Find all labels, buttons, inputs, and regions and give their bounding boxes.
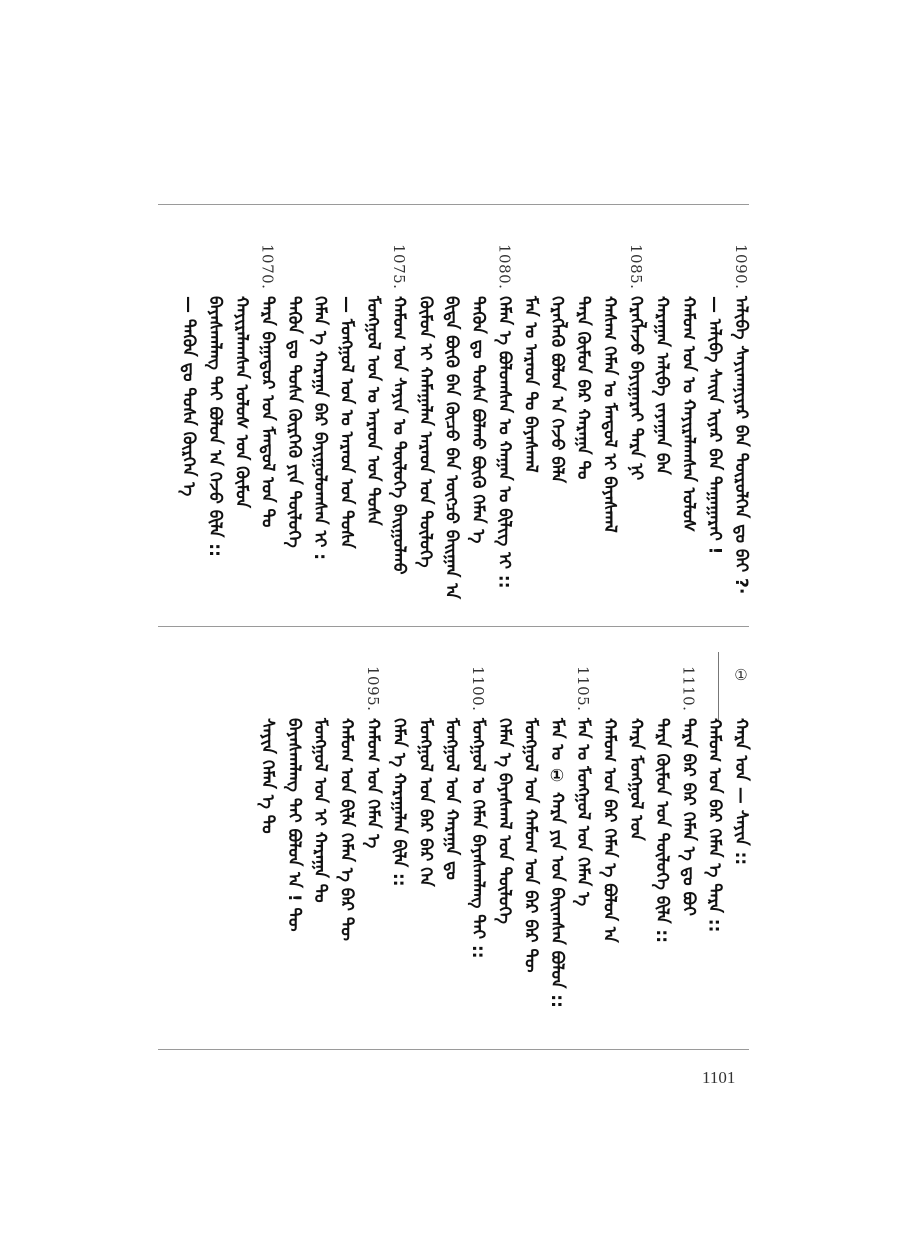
line-number: 1100. — [469, 666, 487, 712]
verse-text: ᠮᠣᠩᠭᠣᠯ ᠤᠨ ᠪᠠᠷ ᠪᠡᠷ ᠭᠡᠨ — [415, 718, 436, 887]
verse-text: ᠮᠣᠩᠭᠣᠯ ᠤᠨ ᠬᠠᠮᠤᠭ ᠤᠨ ᠪᠠᠷ ᠪᠡᠷ ᠲᠦ — [520, 718, 541, 973]
verse-text: ᠮᠠᠨ ᠤ ᠮᠣᠩᠭᠣᠯ ᠤᠨ ᠬᠡᠮᠡᠨ ᠡ — [573, 718, 594, 907]
line-number: 1085. — [626, 244, 645, 290]
line-number: 1105. — [574, 666, 593, 712]
line-number: ① — [732, 666, 750, 685]
verse-text: — ᠲᠡᠭᠦᠨ ᠳᠤ ᠲᠤᠰᠠ ᠬᠦᠷᠭᠡᠨ ᠡ — [178, 296, 199, 497]
verse-text: ᠬᠡᠷᠡᠭᠯᠡᠬᠦ ᠪᠤᠯᠤᠨ ᠠ ᠭᠡᠵᠦ ᠪᠡᠯᠡ — [546, 296, 567, 484]
verse-text: ᠬᠠᠮᠤᠭ ᠤᠨ ᠪᠢᠯᠡ ᠬᠡᠮᠡᠨ ᠡ ᠪᠡᠷ ᠲᠦ — [336, 718, 357, 941]
verse-text: ᠬᠠᠮᠤᠭ ᠤᠨ ᠬᠡᠮᠡᠨ ᠡ — [362, 718, 383, 849]
verse-text: ᠲᠡᠷᠡ ᠬᠦᠮᠦᠨ ᠪᠠᠷ ᠬᠠᠷᠠᠭᠠ ᠲᠤ — [573, 296, 594, 480]
page-number: 1101 — [702, 1068, 736, 1087]
verse-text: ᠬᠠᠮᠤᠭ ᠤᠨ ᠪᠡᠷ ᠬᠡᠮᠡᠨ ᠡ ᠲᠡᠷᠡ :: — [704, 718, 725, 933]
verse-text: ᠬᠠᠷᠠ ᠮᠣᠩᠭᠣᠯ ᠤᠨ — [625, 718, 646, 841]
verse-text: ᠬᠠᠷᠠᠭᠠᠨ ᠠᠯᠢᠪᠠ ᠵᠠᠶᠠᠭᠠᠨ ᠪᠠᠨ — [652, 296, 673, 475]
verse-text: ᠲᠡᠷᠡ ᠬᠦᠮᠦᠨ ᠤᠨ ᠲᠥᠯᠦᠭᠡ ᠪᠢᠯᠡ :: — [652, 718, 673, 943]
verse-text: ᠮᠠᠨ ᠤ ① ᠬᠠᠷᠠ ᠶᠢᠨ ᠤᠨ ᠪᠠᠢᠭᠰᠠᠨ ᠪᠣᠯᠤᠨ :: — [546, 718, 567, 1008]
line-number: 1110. — [679, 666, 698, 712]
verse-text: ᠬᠠᠮᠤᠭ ᠤᠨ ᠪᠠᠷ ᠬᠡᠮᠡᠨ ᠡ ᠪᠣᠯᠤᠨ ᠠ — [599, 718, 620, 943]
line-number: 1080. — [495, 244, 514, 290]
verse-text: ᠮᠣᠩᠭᠣᠯ ᠤᠨ ᠢ ᠬᠠᠷᠠᠭᠠ ᠲᠤ — [310, 718, 331, 903]
verse-text: ᠲᠡᠷᠡ ᠪᠡᠷ ᠪᠠᠷ ᠬᠡᠮᠡᠨ ᠡ ᠳᠤ ᠪᠤᠢ — [678, 718, 699, 916]
verse-text: ᠪᠢᠳᠡ ᠪᠦᠬᠦ ᠪᠠᠨ ᠬᠦᠴᠦ ᠪᠡᠨ ᠥᠭᠴᠦ ᠪᠠᠢᠭᠠᠨ ᠠ — [441, 296, 462, 599]
verse-text: ᠬᠡᠷᠡᠭᠯᠡᠵᠦ ᠪᠠᠶᠢᠭᠠᠷᠠᠢ ᠲᠡᠷᠡ ᠨᠢ — [625, 296, 646, 481]
verse-text: ᠬᠡᠮᠡᠨ ᠡ ᠬᠠᠷᠠᠭᠠᠯᠠᠨ ᠪᠢᠯᠡ :: — [389, 718, 410, 887]
verse-text: ᠲᠡᠷᠡ ᠪᠠᠭᠠᠲᠤᠷ ᠤᠨ ᠮᠠᠨᠳᠤᠯ ᠤᠨ ᠲᠤ — [257, 296, 278, 528]
verse-text: ᠮᠣᠩᠭᠣᠯ ᠤ ᠬᠡᠮᠡᠨ ᠪᠠᠶᠠᠰᠬᠠᠯᠠᠩ ᠲᠠᠢ :: — [468, 718, 488, 959]
lower-verse-block — [158, 666, 749, 1042]
top-rule — [158, 204, 749, 205]
line-number: 1075. — [390, 244, 409, 290]
verse-text: ᠠᠯᠢᠪᠠ ᠰᠠᠶᠢᠬᠠᠨᠢᠶᠠᠷ ᠪᠡᠨ ᠲᠦᠷᠦᠯᠬᠡᠨ ᠳᠤ ᠪᠠᠢ ?· — [731, 296, 751, 595]
bottom-rule — [158, 1049, 749, 1050]
verse-text: ᠬᠠᠶᠢᠷᠠᠯᠠᠭᠰᠠᠨ ᠤᠯᠤᠰ ᠤᠨ ᠬᠦᠮᠦᠨ — [231, 296, 252, 509]
verse-text: ᠲᠡᠭᠦᠨ ᠳᠤ ᠲᠤᠰᠠ ᠬᠦᠷᠭᠡᠬᠦ ᠶᠢᠨ ᠲᠥᠯᠦᠭᠡ — [283, 296, 304, 548]
verse-text: — ᠠᠯᠢᠪᠠ ᠰᠠᠢᠨ ᠢᠶᠠᠷ ᠪᠠᠨ ᠳᠠᠭᠠᠭᠠᠷᠠᠢ ! — [704, 296, 725, 555]
verse-text: ᠬᠡᠮᠡᠨ ᠡ ᠪᠠᠶᠠᠰᠬᠠᠯ ᠤᠨ ᠲᠥᠯᠦᠭᠡ — [494, 718, 515, 924]
verse-text: ᠬᠡᠮᠡᠨ ᠡ ᠪᠣᠯᠤᠭᠰᠠᠨ ᠤ ᠬᠠᠭᠠᠨ ᠤ ᠪᠢᠯᠢᠭ ᠢ :: — [494, 296, 515, 589]
verse-text: ᠲᠡᠭᠦᠨ ᠳᠤ ᠲᠤᠰᠠ ᠪᠣᠯᠬᠤ ᠪᠦᠬᠦ ᠬᠡᠮᠡᠨ ᠡ — [468, 296, 488, 544]
verse-text: ᠪᠠᠶᠠᠰᠬᠠᠯᠠᠩ ᠲᠠᠢ ᠪᠣᠯᠤᠨ ᠠ ! ᠲᠦ — [283, 718, 304, 932]
verse-text: ᠬᠠᠰᠠᠭ ᠬᠡᠮᠡᠨ ᠤ ᠮᠠᠨᠳᠤᠯ ᠢ ᠪᠠᠶᠠᠰᠬᠠᠯ — [599, 296, 620, 533]
verse-text: ᠪᠠᠶᠠᠰᠬᠠᠯᠠᠩ ᠲᠠᠢ ᠪᠣᠯᠤᠨ ᠠ ᠭᠡᠵᠦ ᠪᠢᠯᠡ :: — [205, 296, 225, 557]
verse-text: ᠮᠣᠩᠭᠣᠯ ᠤᠨ ᠤ ᠠᠷᠠᠳ ᠤᠨ ᠲᠤᠰᠠ — [362, 296, 383, 526]
middle-rule — [158, 626, 749, 627]
upper-verse-block — [158, 244, 749, 620]
verse-text: ᠰᠠᠶᠢᠨ ᠬᠡᠮᠡᠨ ᠡ ᠲᠤ — [257, 718, 278, 834]
verse-text: ᠮᠠᠨ ᠤ ᠠᠷᠠᠳ ᠲᠤ ᠪᠠᠶᠠᠰᠬᠠᠯ — [520, 296, 541, 473]
line-number: 1070. — [258, 244, 277, 290]
verse-text: ᠬᠠᠮᠤᠭ ᠤᠨ ᠤ ᠬᠠᠶᠢᠷᠠᠯᠠᠭᠰᠠᠨ ᠤᠯᠤᠰ — [678, 296, 699, 533]
verse-text: ᠮᠣᠩᠭᠣᠯ ᠤᠨ ᠬᠠᠷᠠᠭᠠ ᠳᠤ — [441, 718, 462, 880]
verse-text: ᠬᠠᠮᠤᠭ ᠤᠨ ᠰᠠᠶᠢᠨ ᠤ ᠲᠥᠯᠦᠭᠡ ᠪᠠᠢᠭᠤᠯᠬᠤ — [389, 296, 410, 575]
verse-text: — ᠮᠣᠩᠭᠣᠯ ᠤᠨ ᠤ ᠠᠷᠠᠳ ᠤᠨ ᠲᠤᠰᠠ — [336, 296, 357, 549]
verse-text: ᠬᠦᠮᠦᠨ ᠢ ᠬᠠᠮᠠᠭᠠᠯᠠᠨ ᠠᠷᠠᠳ ᠤᠨ ᠲᠥᠯᠦᠭᠡ — [415, 296, 436, 568]
verse-text: ᠬᠡᠮᠡᠨ ᠡ ᠬᠠᠷᠠᠭᠠ ᠪᠠᠷ ᠪᠠᠶᠢᠭᠤᠯᠤᠭᠰᠠᠨ ᠢ : — [310, 296, 331, 561]
verse-text: ᠬᠠᠷᠠ ᠤᠨ — ᠰᠠᠶᠢᠨ :: — [731, 718, 751, 866]
line-number: 1095. — [363, 666, 382, 712]
line-number: 1090. — [732, 244, 750, 290]
